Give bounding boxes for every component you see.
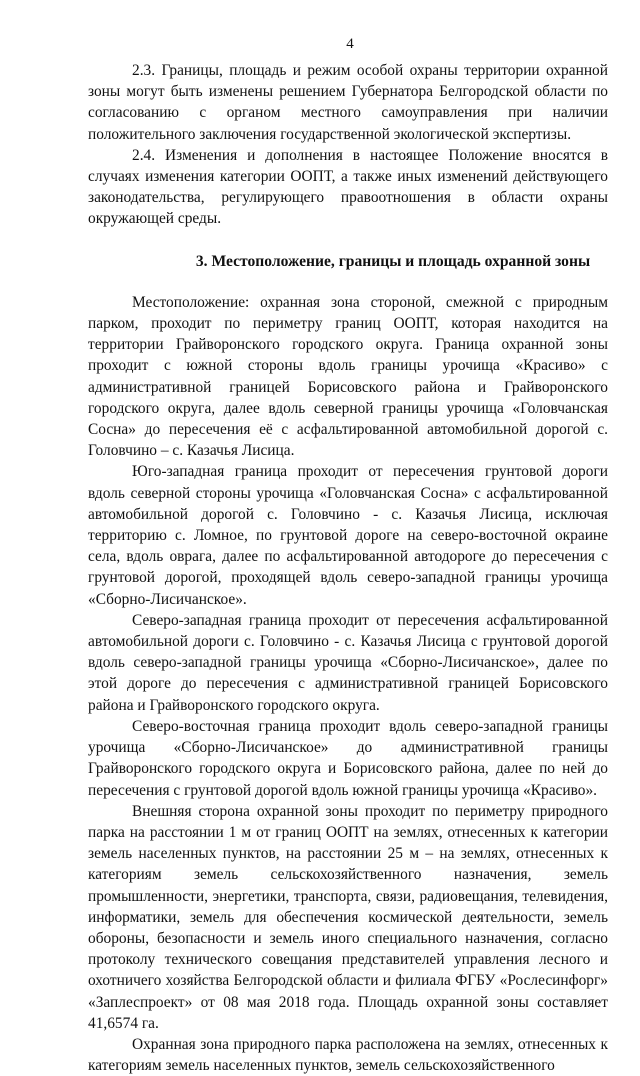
page-number: 4 (346, 36, 354, 52)
section-heading: 3. Местоположение, границы и площадь охранной зоны (195, 252, 591, 270)
paragraph-land-categories: Охранная зона природного парка расположена на землях, отнесенных к категориям земель населенных пунктов, земель сельскохозяйственного (88, 1035, 608, 1075)
paragraph-outer-side: Внешняя сторона охранной зоны проходит по периметру природного парка на расстоянии 1 м от границ ООПТ на землях, отнесенных к категории земель населенных пунктов, на расстоянии 25 м – на землях, отнесенных к категориям земель сельскохозяйственного назначения, земель промышленности, энергетики, транспорта, связи, радиовещания, телевидения, информатики, земель для обеспечения космической деятельности, земель обороны, безопасности и земель иного специального назначения, согласно протоколу технического совещания представителей управления лесного и охотничего хозяйства Белгородской области и филиала ФГБУ «Рослесинфорг» «Заплеспроект» от 08 мая 2018 года. Площадь охранной зоны составляет 41,6574 га. (88, 802, 608, 1032)
paragraph-2-4: 2.4. Изменения и дополнения в настоящее Положение вносятся в случаях изменения категории ООПТ, а также иных изменений действующего законодательства, регулирующего правоотношения в области охраны окружающей среды. (88, 146, 608, 228)
paragraph-location: Местоположение: охранная зона стороной, смежной с природным парком, проходит по периметру границ ООПТ, которая находится на территории Грайворонского городского округа. Граница охранной зоны проходит с южной стороны вдоль границы урочища «Красиво» с административной границей Борисовского района и Грайворонского городского округа, далее вдоль северной границы урочища «Головчанская Сосна» до пересечения её с асфальтированной автомобильной дорогой с. Головчино – с. Казачья Лисица. (88, 293, 608, 460)
document-body (88, 60, 608, 1076)
paragraph-northeast-border: Северо-восточная граница проходит вдоль северо-западной границы урочища «Сборно-Лисичанское» до административной границы Грайворонского городского округа и Борисовского района, далее по ней до пересечения с грунтовой дорогой вдоль южной границы урочища «Красиво». (88, 717, 608, 799)
paragraph-northwest-border: Северо-западная граница проходит от пересечения асфальтированной автомобильной дороги с. Головчино - с. Казачья Лисица с грунтовой дорогой вдоль северо-западной границы урочища «Сборно-Лисичанское», далее по этой дороге до пересечения с административной границей Борисовского района и Грайворонского городского округа. (88, 611, 608, 714)
paragraph-southwest-border: Юго-западная граница проходит от пересечения грунтовой дороги вдоль северной стороны урочища «Головчанская Сосна» с асфальтированной автомобильной дорогой с. Головчино - с. Казачья Лисица, исключая территорию с. Ломное, по грунтовой дороге на северо-восточной окраине села, вдоль оврага, далее по асфальтированной автодороге до пересечения с грунтовой дорогой, проходящей вдоль северо-западной границы урочища «Сборно-Лисичанское». (88, 463, 608, 608)
paragraph-2-3: 2.3. Границы, площадь и режим особой охраны территории охранной зоны могут быть изменены решением Губернатора Белгородской области по согласованию с органом местного самоуправления при наличии положительного заключения государственной экологической экспертизы. (88, 62, 608, 143)
